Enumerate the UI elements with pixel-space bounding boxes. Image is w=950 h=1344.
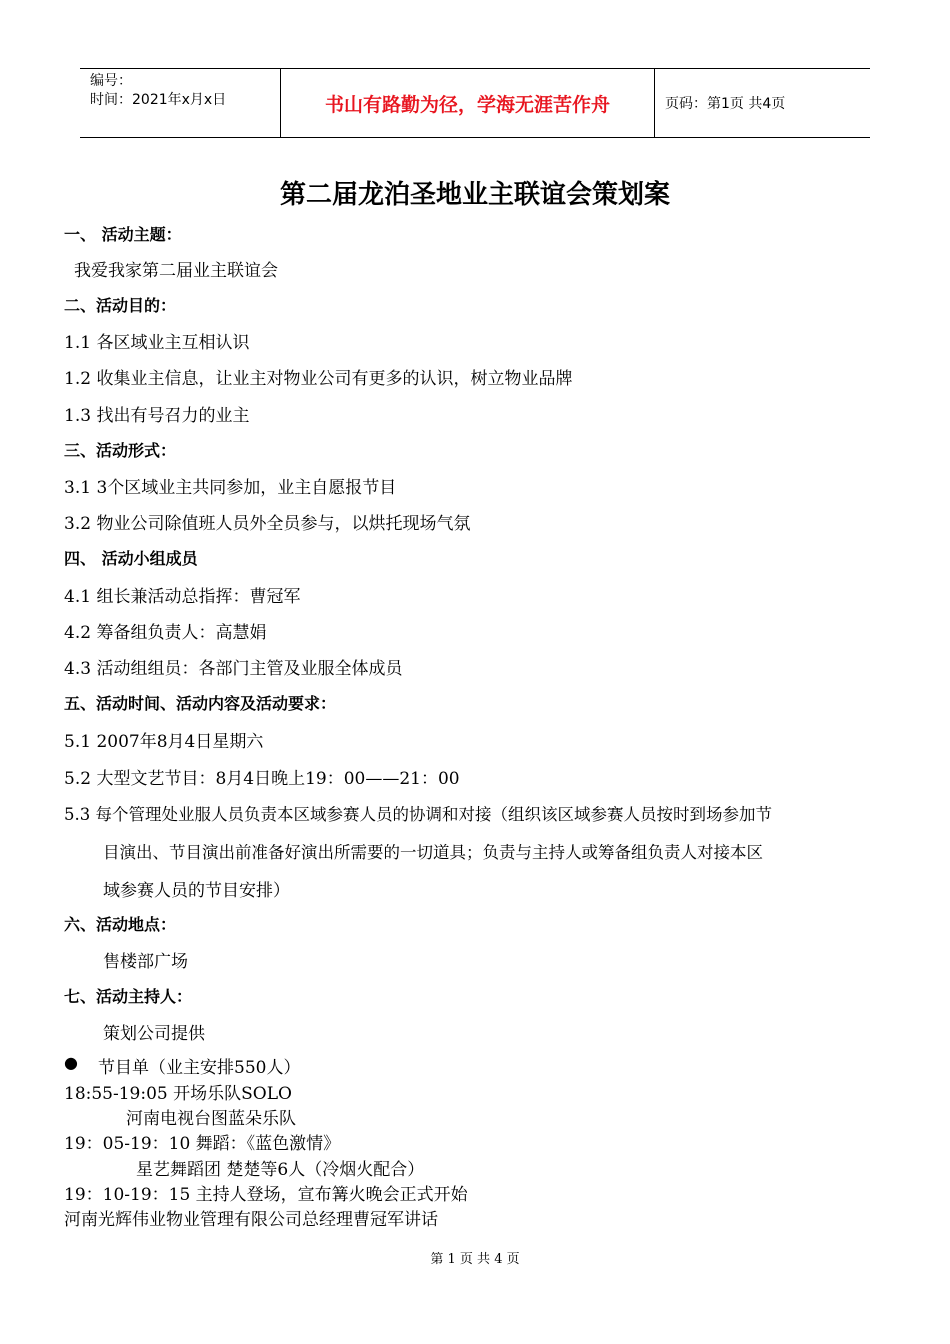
section-6-heading: 六、活动地点： [64,915,177,934]
section-1-body: 我爱我家第二届业主联谊会 [74,261,278,281]
header-code: 编号： [90,73,132,89]
program-line: 河南电视台图蓝朵乐队 [126,1109,296,1129]
section-2-heading: 二、活动目的： [64,296,177,315]
section-7-heading: 七、活动主持人： [64,987,193,1006]
section-5-item: 5.3 每个管理处业服人员负责本区域参赛人员的协调和对接（组织该区域参赛人员按时到场参加节 [64,805,772,824]
section-3-item: 3.2 物业公司除值班人员外全员参与，以烘托现场气氛 [64,514,471,534]
header-motto: 书山有路勤为径，学海无涯苦作舟 [281,69,655,137]
section-5-item-cont: 目演出、节目演出前准备好演出所需要的一切道具；负责与主持人或筹备组负责人对接本区 [103,843,763,862]
section-2-item: 1.3 找出有号召力的业主 [64,406,250,426]
header-meta [80,69,281,137]
program-line: 18:55-19:05 开场乐队SOLO [64,1084,292,1104]
header-date: 时间：2021年x月x日 [90,92,227,108]
section-4-item: 4.1 组长兼活动总指挥：曹冠军 [64,587,301,607]
program-line: 19：05-19：10 舞蹈：《蓝色激情》 [64,1134,341,1154]
section-6-body: 售楼部广场 [103,952,188,972]
section-4-item: 4.2 筹备组负责人：高慧娟 [64,623,267,643]
section-4-item: 4.3 活动组组员：各部门主管及业服全体成员 [64,659,403,679]
section-5-item: 5.2 大型文艺节目：8月4日晚上19：00——21：00 [64,769,460,789]
document-title: 第二届龙泊圣地业主联谊会策划案 [279,180,670,210]
section-5-item: 5.1 2007年8月4日星期六 [64,732,264,752]
section-7-body: 策划公司提供 [103,1024,205,1044]
program-title: 节目单（业主安排550人） [98,1058,301,1078]
header-page-info: 页码：第1页 共4页 [665,96,786,112]
bullet-icon: ● [64,1053,78,1072]
section-2-item: 1.2 收集业主信息，让业主对物业公司有更多的认识，树立物业品牌 [64,369,573,389]
section-2-item: 1.1 各区域业主互相认识 [64,333,250,353]
section-3-heading: 三、活动形式： [64,441,177,460]
program-line: 19：10-19：15 主持人登场，宣布篝火晚会正式开始 [64,1185,468,1205]
program-line: 河南光辉伟业物业管理有限公司总经理曹冠军讲话 [64,1210,438,1230]
section-3-item: 3.1 3个区域业主共同参加，业主自愿报节目 [64,478,397,498]
section-5-heading: 五、活动时间、活动内容及活动要求： [64,694,337,713]
section-5-item-cont: 域参赛人员的节目安排） [103,881,290,901]
page-header [80,68,870,138]
section-1-heading: 一、 活动主题： [64,225,182,244]
section-4-heading: 四、 活动小组成员 [64,549,198,568]
program-line: 星艺舞蹈团 楚楚等6人（冷烟火配合） [136,1160,425,1180]
page-footer: 第 1 页 共 4 页 [430,1252,520,1267]
